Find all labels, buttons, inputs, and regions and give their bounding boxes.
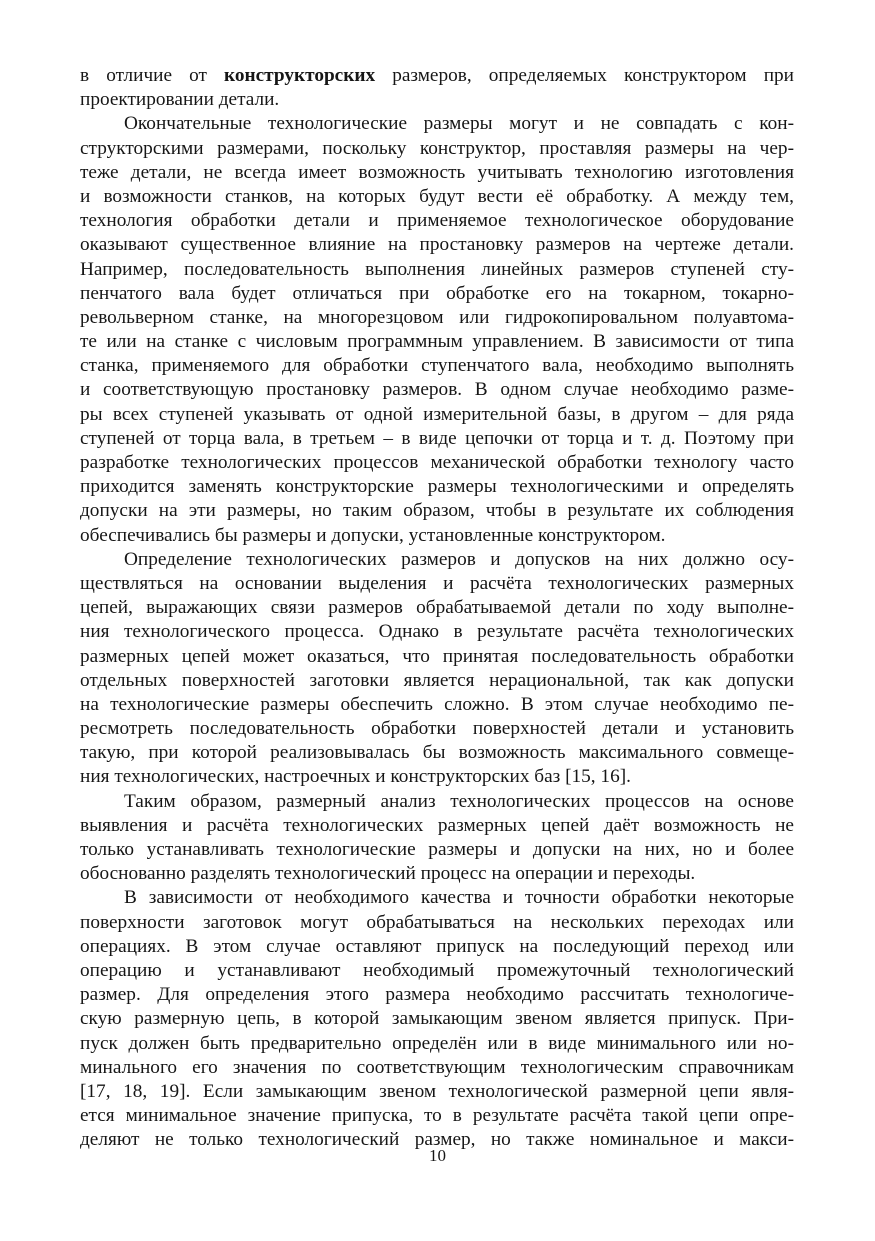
- text-segment: в отличие от: [80, 65, 225, 86]
- page-body: [80, 64, 794, 1152]
- text-line: Окончательные технологические размеры могут и не совпадать с кон-: [124, 113, 794, 135]
- text-line: те или на станке с числовым программным управлением. В зависимости от типа: [80, 331, 794, 353]
- text-line: структорскими размерами, поскольку конструктор, проставляя размеры на чер-: [80, 137, 794, 159]
- text-line: отдельных поверхностей заготовки является нерациональной, так как допуски: [80, 669, 794, 691]
- text-line: операцию и устанавливают необходимый промежуточный технологический: [80, 959, 794, 981]
- text-line: и возможности станков, на которых будут вести её обработку. А между тем,: [80, 185, 794, 207]
- paragraph: [80, 886, 794, 1152]
- text-line: размерных цепей может оказаться, что принятая последовательность обработки: [80, 645, 794, 667]
- text-line: выявления и расчёта технологических размерных цепей даёт возможность не: [80, 814, 794, 836]
- text-line: ресмотреть последовательность обработки поверхностей детали и установить: [80, 718, 794, 740]
- text-line: цепей, выражающих связи размеров обрабатываемой детали по ходу выполне-: [80, 597, 794, 619]
- text-line: приходится заменять конструкторские размеры технологическими и определять: [80, 476, 794, 498]
- text-line: оказывают существенное влияние на простановку размеров на чертеже детали.: [80, 234, 794, 256]
- text-line: минального его значения по соответствующим технологическим справочникам: [80, 1056, 794, 1078]
- text-line: на технологические размеры обеспечить сложно. В этом случае необходимо пе-: [80, 693, 794, 715]
- text-line: операциях. В этом случае оставляют припуск на последующий переход или: [80, 935, 794, 957]
- text-line: технология обработки детали и применяемое технологическое оборудование: [80, 210, 794, 232]
- text-line: деляют не только технологический размер, но также номинальное и макси-: [80, 1129, 794, 1151]
- text-line: обеспечивались бы размеры и допуски, установленные конструктором.: [80, 524, 666, 546]
- text-line: такую, при которой реализовывалась бы возможность максимального совмеще-: [80, 742, 794, 764]
- text-line: В зависимости от необходимого качества и точности обработки некоторые: [124, 887, 794, 909]
- paragraph: [80, 548, 794, 790]
- text-line: ществляться на основании выделения и расчёта технологических размерных: [80, 572, 794, 594]
- text-line: размер. Для определения этого размера необходимо рассчитать технологиче-: [80, 984, 794, 1006]
- text-line: и соответствующую простановку размеров. В одном случае необходимо разме-: [80, 379, 794, 401]
- text-line: допуски на эти размеры, но таким образом, чтобы в результате их соблюдения: [80, 500, 794, 522]
- page-number: 10: [429, 1146, 446, 1165]
- text-line: скую размерную цепь, в которой замыкающим звеном является припуск. При-: [80, 1008, 794, 1030]
- paragraph: [80, 790, 794, 887]
- text-line: только устанавливать технологические размеры и допуски на них, но и более: [80, 839, 794, 860]
- text-line: обоснованно разделять технологический процесс на операции и переходы.: [80, 863, 696, 885]
- text-line: теже детали, не всегда имеет возможность учитывать технологию изготовления: [80, 161, 794, 183]
- text-line: ры всех ступеней указывать от одной измерительной базы, в другом – для ряда: [80, 403, 794, 425]
- paragraph: [80, 64, 794, 112]
- text-line: ния технологических, настроечных и конструкторских баз [15, 16].: [80, 766, 631, 788]
- text-line: [17, 18, 19]. Если замыкающим звеном технологической размерной цепи явля-: [80, 1080, 794, 1102]
- text-line: Определение технологических размеров и допусков на них должно осу-: [124, 548, 794, 570]
- text-line: ется минимальное значение припуска, то в результате расчёта такой цепи опре-: [80, 1105, 794, 1127]
- text-line: проектировании детали.: [80, 89, 280, 111]
- paragraph: [80, 112, 794, 547]
- text-line: ния технологического процесса. Однако в результате расчёта технологических: [80, 621, 794, 643]
- emphasized-term: конструкторских: [224, 65, 376, 86]
- text-line: разработке технологических процессов механической обработки технологу часто: [80, 452, 794, 473]
- text-line: станка, применяемого для обработки ступенчатого вала, необходимо выполнять: [80, 355, 794, 377]
- text-line: ступеней от торца вала, в третьем – в виде цепочки от торца и т. д. Поэтому при: [80, 427, 794, 449]
- text-line: пенчатого вала будет отличаться при обработке его на токарном, токарно-: [80, 282, 794, 304]
- text-line: пуск должен быть предварительно определён или в виде минимального или но-: [80, 1032, 794, 1054]
- text-line: Таким образом, размерный анализ технологических процессов на основе: [124, 790, 794, 812]
- text-line: [80, 64, 794, 88]
- text-line: револьверном станке, на многорезцовом или гидрокопировальном полуавтома-: [80, 306, 794, 328]
- text-line: Например, последовательность выполнения линейных размеров ступеней сту-: [80, 258, 794, 280]
- text-line: поверхности заготовок могут обрабатываться на нескольких переходах или: [80, 911, 794, 933]
- text-segment: размеров, определяемых конструктором при: [375, 65, 794, 86]
